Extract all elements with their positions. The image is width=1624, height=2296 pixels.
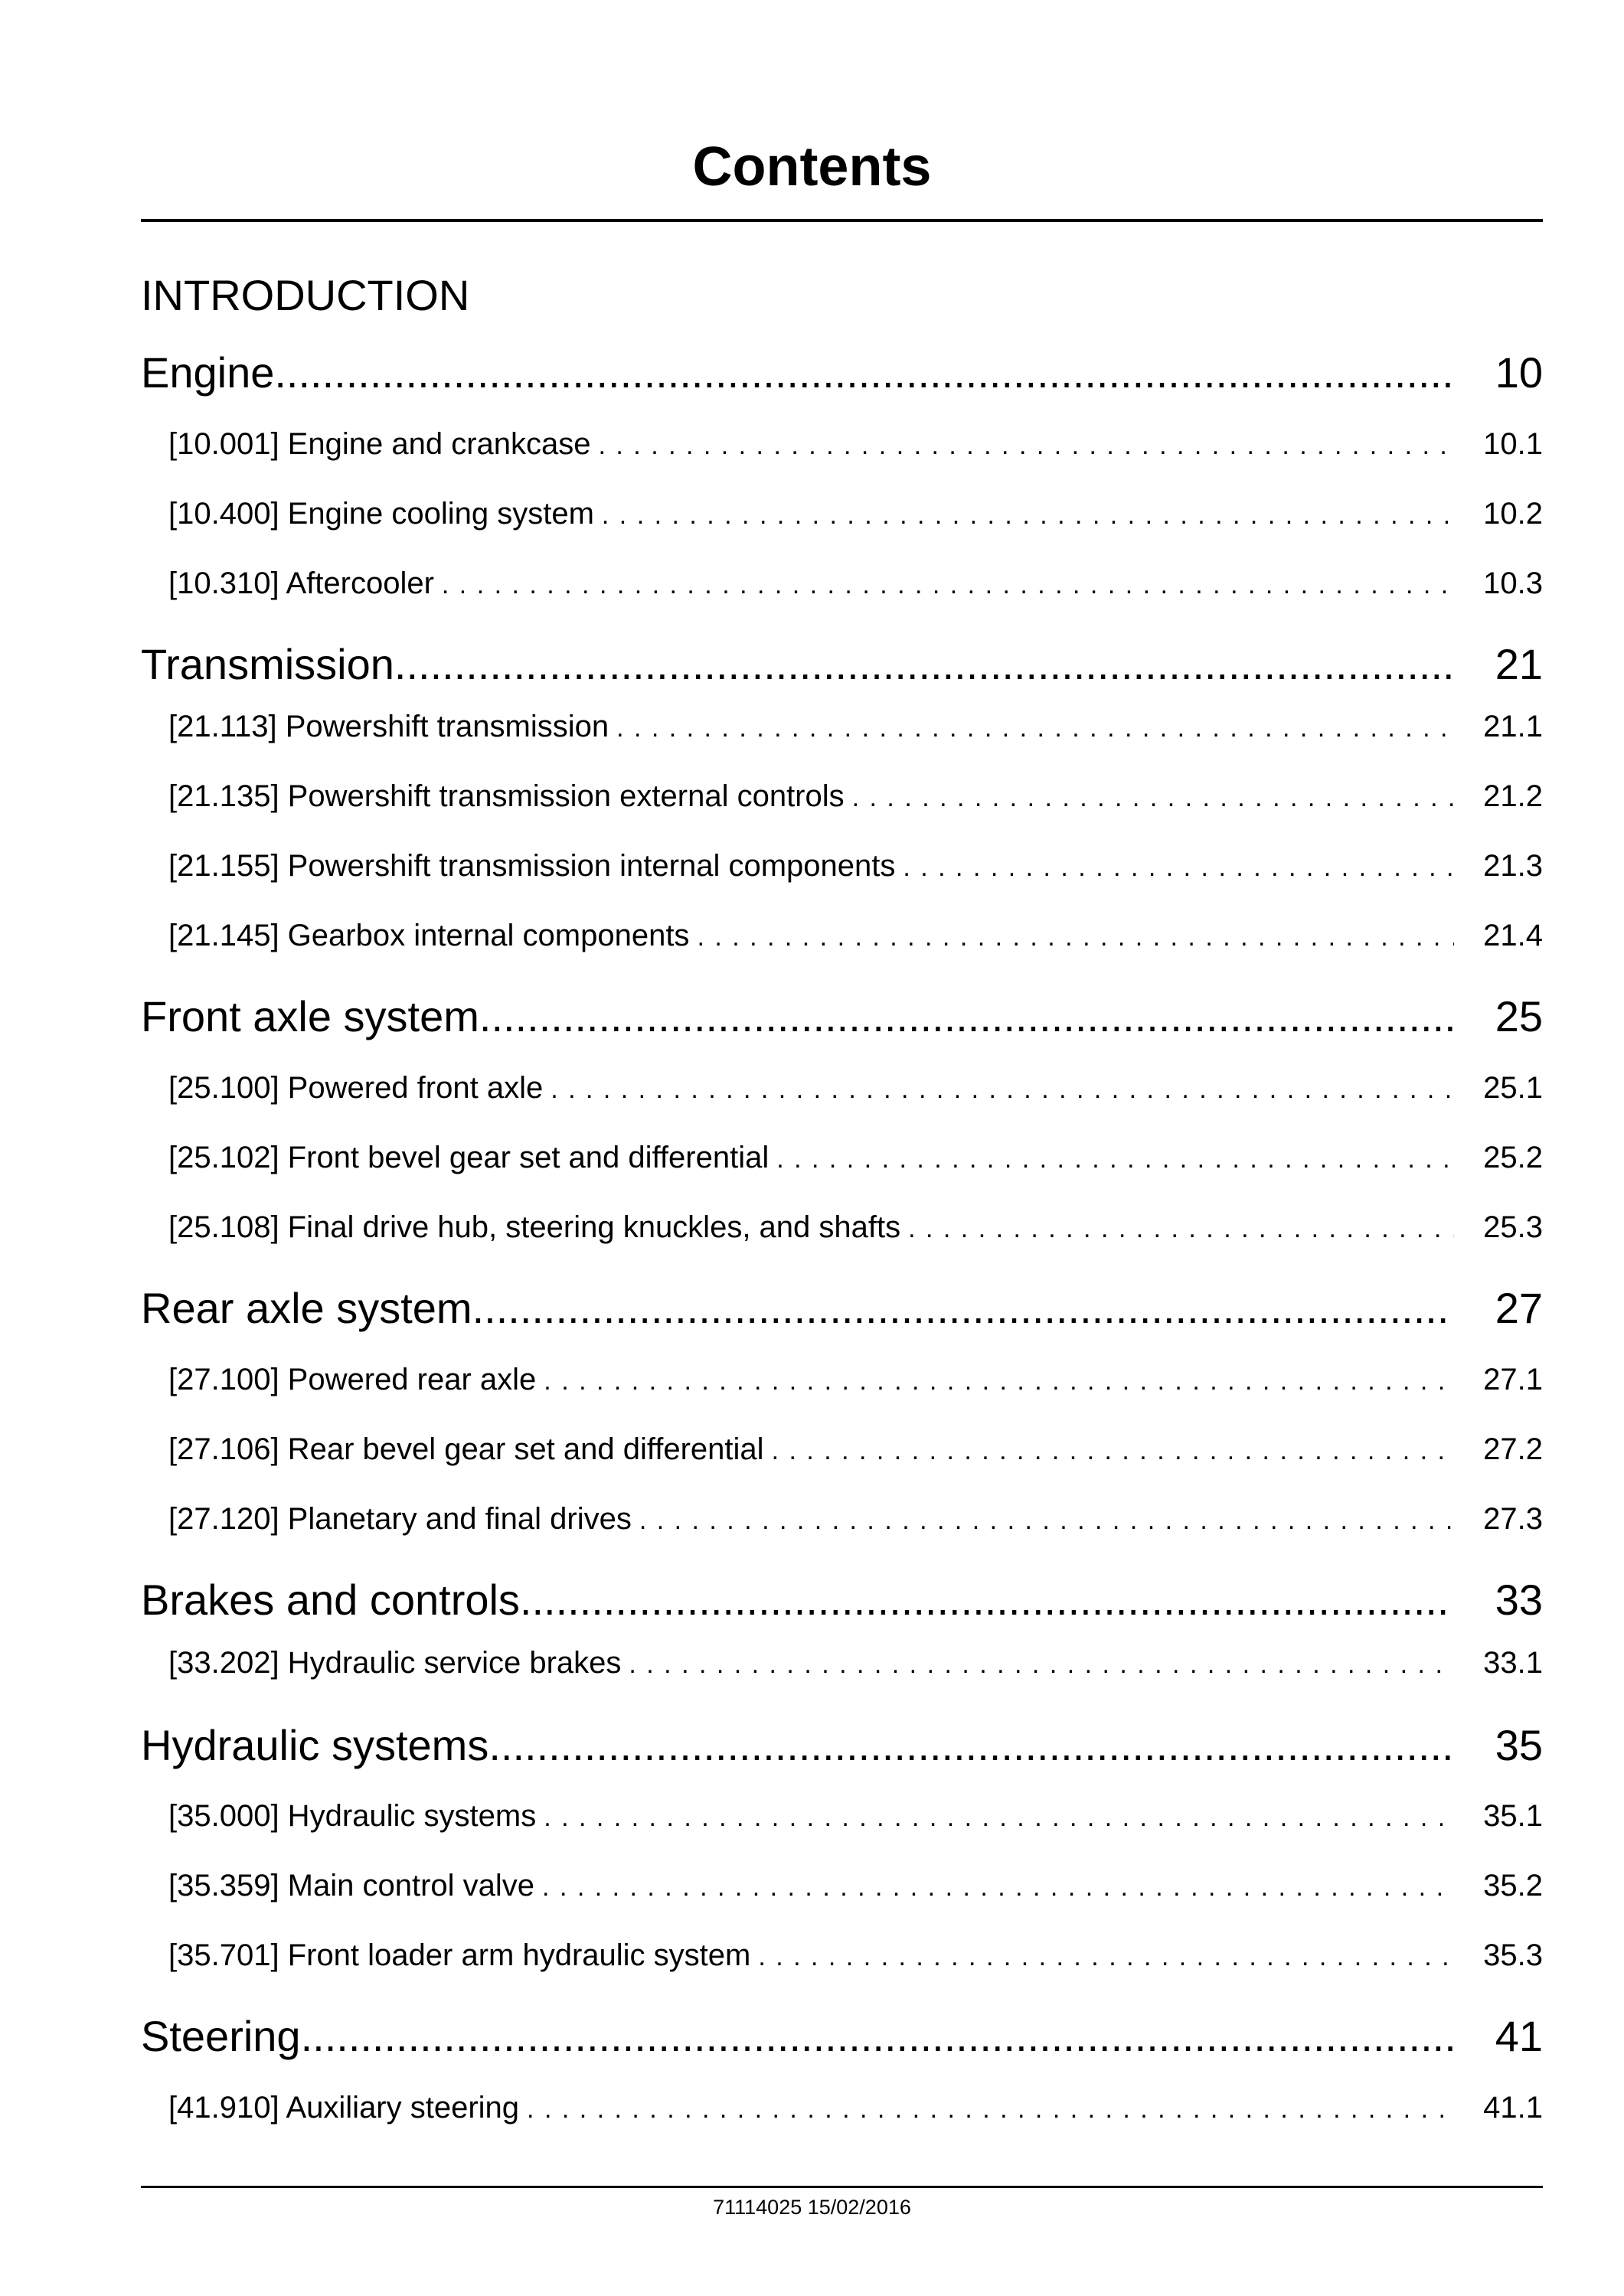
dot-leader xyxy=(689,917,1454,955)
section-label: [10.400] Engine cooling system xyxy=(168,497,594,531)
dot-leader xyxy=(769,1139,1454,1177)
toc-chapter-front-axle-system[interactable] xyxy=(141,989,1543,1044)
section-page-number: 10.1 xyxy=(1483,427,1543,461)
dot-leader xyxy=(750,1937,1454,1975)
chapter-page-number: 33 xyxy=(1495,1576,1543,1624)
toc-section[interactable] xyxy=(168,1429,1543,1469)
toc-section[interactable] xyxy=(168,1796,1543,1836)
section-page-number: 21.2 xyxy=(1483,779,1543,813)
section-page-number: 35.3 xyxy=(1483,1938,1543,1972)
section-label: [21.135] Powershift transmission external controls xyxy=(168,779,845,813)
section-label: [41.910] Auxiliary steering xyxy=(168,2091,520,2125)
dot-leader xyxy=(543,1070,1454,1108)
section-page-number: 21.4 xyxy=(1483,919,1543,952)
section-label: [21.155] Powershift transmission internal components xyxy=(168,849,896,883)
toc-chapter-brakes-and-controls[interactable] xyxy=(141,1573,1543,1628)
section-page-number: 21.1 xyxy=(1483,710,1543,743)
dot-leader xyxy=(609,708,1454,746)
chapter-page-number: 27 xyxy=(1495,1284,1543,1332)
section-page-number: 10.3 xyxy=(1483,567,1543,600)
chapter-title: Front axle system xyxy=(141,992,479,1040)
toc-section[interactable] xyxy=(168,1068,1543,1108)
footer-divider xyxy=(141,2186,1543,2188)
dot-leader xyxy=(434,565,1454,603)
toc-section[interactable] xyxy=(168,563,1543,603)
toc-section[interactable] xyxy=(168,846,1543,886)
toc-section[interactable] xyxy=(168,1935,1543,1975)
chapter-title: Rear axle system xyxy=(141,1284,472,1332)
dot-leader xyxy=(489,1718,1452,1773)
section-page-number: 41.1 xyxy=(1483,2091,1543,2125)
toc-section[interactable] xyxy=(168,424,1543,464)
section-page-number: 27.1 xyxy=(1483,1363,1543,1396)
chapter-title: Engine xyxy=(141,348,275,397)
chapter-page-number: 41 xyxy=(1495,2012,1543,2060)
toc-chapter-steering[interactable] xyxy=(141,2009,1543,2064)
chapter-title: Hydraulic systems xyxy=(141,1721,489,1769)
dot-leader xyxy=(394,637,1452,692)
chapter-page-number: 10 xyxy=(1495,348,1543,397)
section-page-number: 35.1 xyxy=(1483,1799,1543,1833)
chapter-page-number: 35 xyxy=(1495,1721,1543,1769)
toc-chapter-transmission[interactable] xyxy=(141,637,1543,692)
section-label: [25.100] Powered front axle xyxy=(168,1071,544,1105)
dot-leader xyxy=(632,1501,1454,1539)
section-page-number: 25.1 xyxy=(1483,1071,1543,1105)
toc-section[interactable] xyxy=(168,1643,1543,1683)
section-page-number: 33.1 xyxy=(1483,1646,1543,1680)
toc-chapter-engine[interactable] xyxy=(141,345,1543,400)
toc-section[interactable] xyxy=(168,1499,1543,1539)
header-divider xyxy=(141,219,1543,222)
dot-leader xyxy=(274,345,1452,400)
section-label: [27.106] Rear bevel gear set and differential xyxy=(168,1432,764,1466)
dot-leader xyxy=(895,848,1454,886)
section-page-number: 10.2 xyxy=(1483,497,1543,531)
dot-leader xyxy=(520,1573,1452,1628)
introduction-heading: INTRODUCTION xyxy=(141,271,470,319)
dot-leader xyxy=(519,2089,1454,2128)
section-page-number: 27.2 xyxy=(1483,1432,1543,1466)
section-label: [10.310] Aftercooler xyxy=(168,567,434,600)
toc-section[interactable] xyxy=(168,916,1543,955)
section-label: [21.145] Gearbox internal components xyxy=(168,919,690,952)
section-label: [35.359] Main control valve xyxy=(168,1869,535,1902)
toc-section[interactable] xyxy=(168,1360,1543,1399)
dot-leader xyxy=(536,1361,1454,1399)
toc-chapter-rear-axle-system[interactable] xyxy=(141,1281,1543,1336)
section-page-number: 21.3 xyxy=(1483,849,1543,883)
dot-leader xyxy=(591,426,1454,464)
page-title: Contents xyxy=(692,136,932,198)
chapter-page-number: 25 xyxy=(1495,992,1543,1040)
dot-leader xyxy=(764,1431,1454,1469)
toc-chapter-hydraulic-systems[interactable] xyxy=(141,1718,1543,1773)
section-label: [25.102] Front bevel gear set and differential xyxy=(168,1141,770,1174)
section-label: [10.001] Engine and crankcase xyxy=(168,427,591,461)
dot-leader xyxy=(536,1798,1454,1836)
toc-section[interactable] xyxy=(168,2088,1543,2128)
toc-section[interactable] xyxy=(168,1138,1543,1177)
dot-leader xyxy=(472,1281,1452,1336)
chapter-title: Steering xyxy=(141,2012,301,2060)
dot-leader xyxy=(900,1209,1454,1247)
section-page-number: 25.3 xyxy=(1483,1210,1543,1244)
dot-leader xyxy=(621,1644,1454,1683)
dot-leader xyxy=(845,778,1454,816)
section-label: [35.000] Hydraulic systems xyxy=(168,1799,537,1833)
section-page-number: 35.2 xyxy=(1483,1869,1543,1902)
chapter-title: Brakes and controls xyxy=(141,1576,520,1624)
footer-doc-id: 71114025 15/02/2016 xyxy=(713,2196,911,2219)
toc-section[interactable] xyxy=(168,1866,1543,1906)
section-label: [35.701] Front loader arm hydraulic system xyxy=(168,1938,751,1972)
section-page-number: 25.2 xyxy=(1483,1141,1543,1174)
section-label: [27.100] Powered rear axle xyxy=(168,1363,537,1396)
section-page-number: 27.3 xyxy=(1483,1502,1543,1536)
toc-section[interactable] xyxy=(168,707,1543,746)
dot-leader xyxy=(534,1867,1454,1906)
section-label: [33.202] Hydraulic service brakes xyxy=(168,1646,622,1680)
toc-section[interactable] xyxy=(168,1207,1543,1247)
section-label: [25.108] Final drive hub, steering knuckles, and shafts xyxy=(168,1210,901,1244)
chapter-title: Transmission xyxy=(141,640,394,688)
toc-section[interactable] xyxy=(168,494,1543,534)
dot-leader xyxy=(594,495,1454,534)
toc-section[interactable] xyxy=(168,776,1543,816)
section-label: [27.120] Planetary and final drives xyxy=(168,1502,632,1536)
section-label: [21.113] Powershift transmission xyxy=(168,710,609,743)
chapter-page-number: 21 xyxy=(1495,640,1543,688)
dot-leader xyxy=(479,989,1452,1044)
dot-leader xyxy=(301,2009,1452,2064)
